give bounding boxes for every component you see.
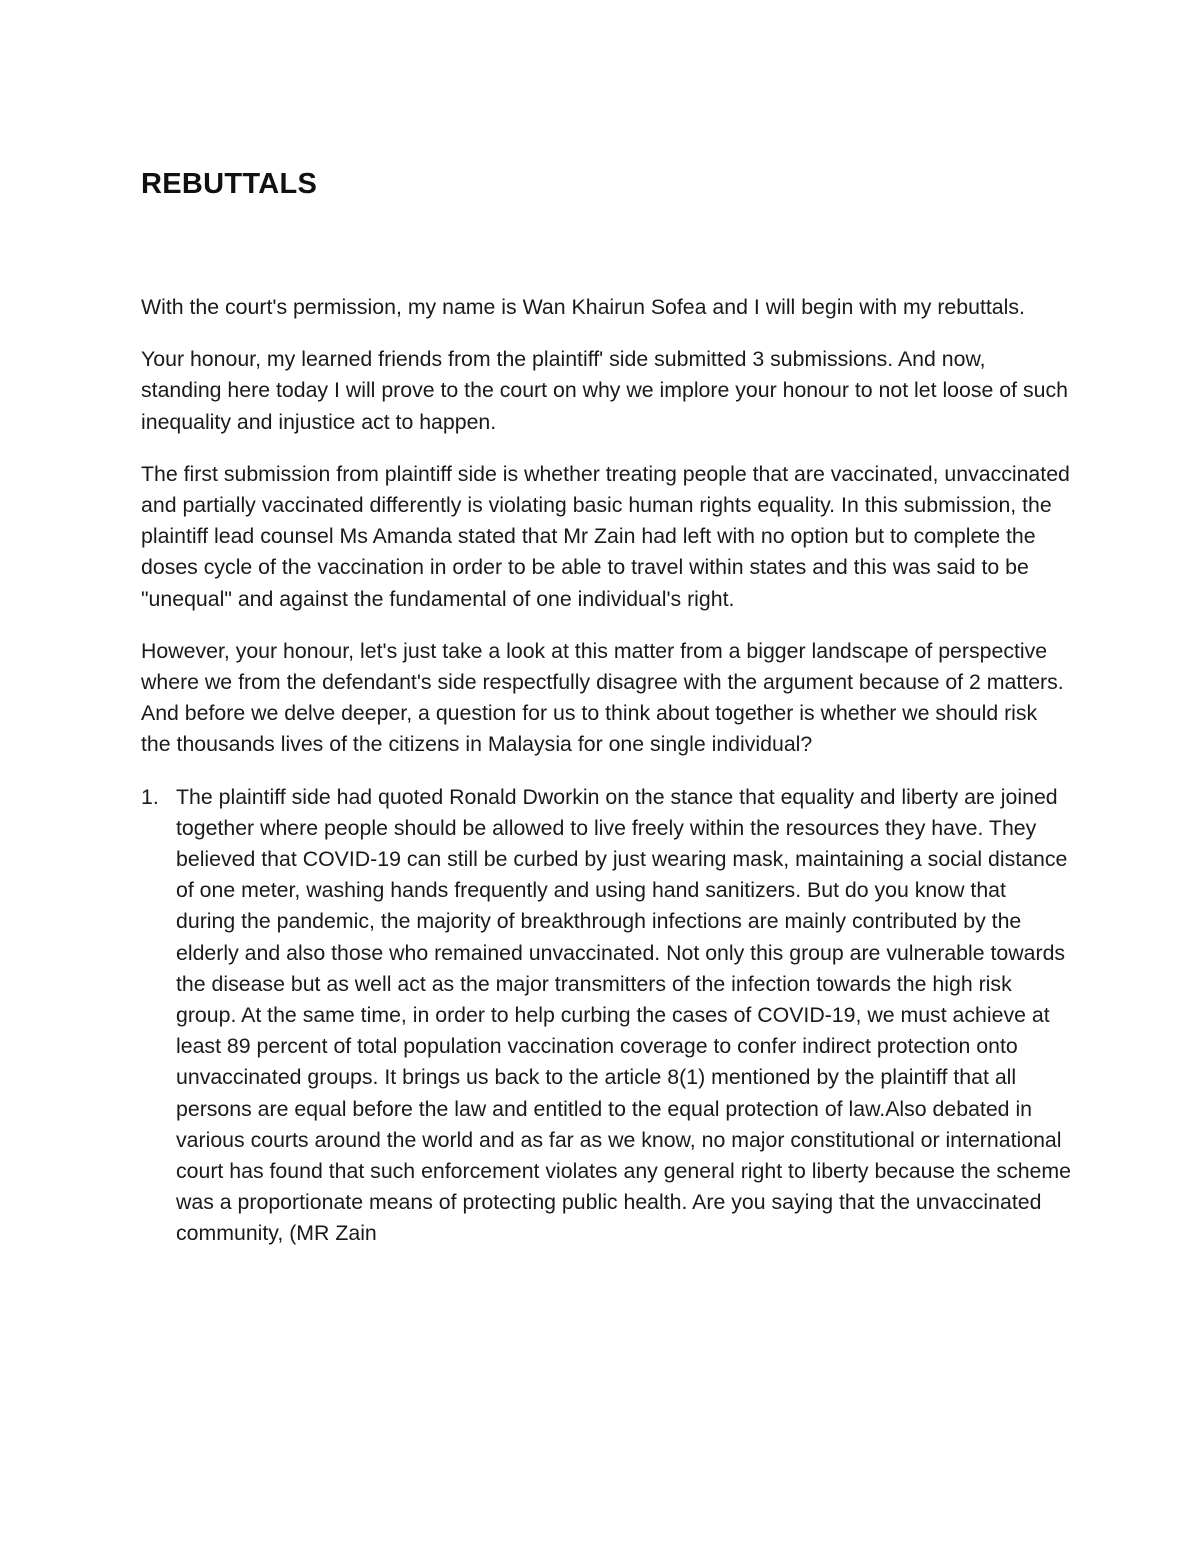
list-item-number: 1.: [141, 784, 159, 809]
page-title: REBUTTALS: [141, 168, 318, 200]
list-item-text: The plaintiff side had quoted Ronald Dworkin on the stance that equality and liberty are joined together where people should be allowed to live freely within the resources they have. They believed that COVID-19 can still be curbed by just wearing mask, maintaining a social distance of one meter, washing hands frequently and using hand sanitizers. But do you know that during the pandemic, the majority of breakthrough infections are mainly contributed by the elderly and also those who remained unvaccinated. Not only this group are vulnerable towards the disease but as well act as the major transmitters of the infection towards the high risk group. At the same time, in order to help curbing the cases of COVID-19, we must achieve at least 89 percent of total population vaccination coverage to confer indirect protection onto unvaccinated groups. It brings us back to the article 8(1) mentioned by the plaintiff that all persons are equal before the law and entitled to the equal protection of law.Also debated in various courts around the world and as far as we know, no major constitutional or international court has found that such enforcement violates any general right to liberty because the scheme was a proportionate means of protecting public health. Are you saying that the unvaccinated community, (MR Zain: [176, 784, 1071, 1246]
paragraph-perspective: However, your honour, let's just take a look at this matter from a bigger landscape of perspective where we from the defendant's side respectfully disagree with the argument because of 2 matters. And before we delve deeper, a question for us to think about together is whether we should risk the thousands lives of the citizens in Malaysia for one single individual?: [141, 638, 1064, 757]
list-item: [141, 782, 1071, 1250]
paragraph-first-submission: The first submission from plaintiff side is whether treating people that are vaccinated, unvaccinated and partially vaccinated differently is violating basic human rights equality. In this submission, the plaintiff lead counsel Ms Amanda stated that Mr Zain had left with no option but to complete the doses cycle of the vaccination in order to be able to travel within states and this was said to be "unequal" and against the fundamental of one individual's right.: [141, 461, 1070, 611]
paragraph-submissions: Your honour, my learned friends from the plaintiff' side submitted 3 submissions. And now, standing here today I will prove to the court on why we implore your honour to not let loose of such inequality and injustice act to happen.: [141, 347, 1068, 434]
paragraph-intro: With the court's permission, my name is Wan Khairun Sofea and I will begin with my rebuttals.: [141, 295, 1025, 319]
document-body: [141, 166, 1071, 1266]
numbered-list: [141, 782, 1071, 1250]
